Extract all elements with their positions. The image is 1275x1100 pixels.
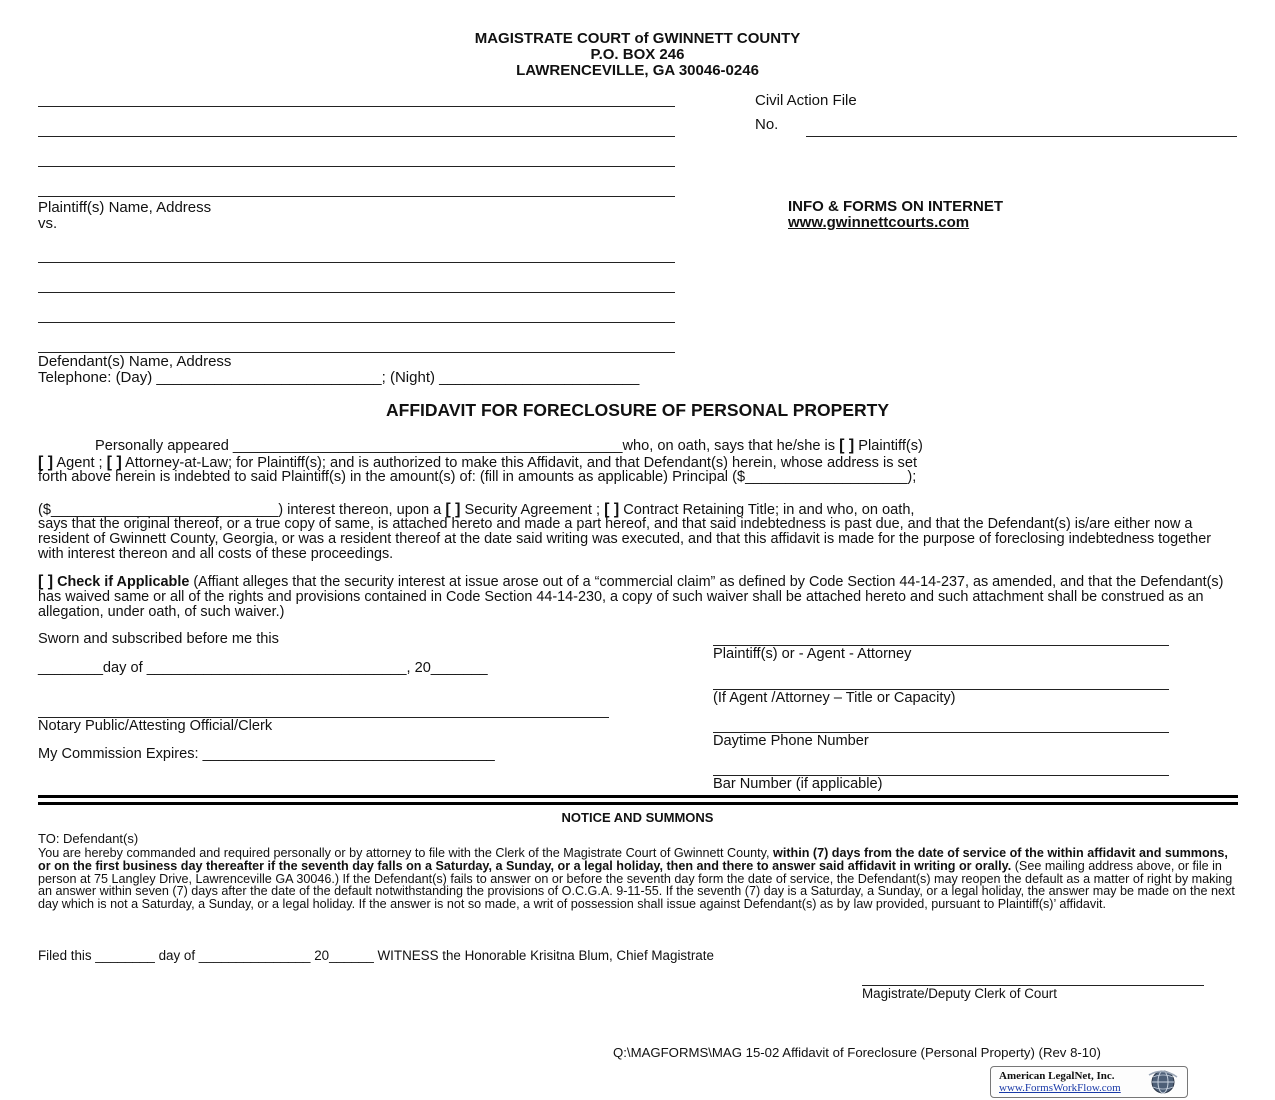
appeared-text: Personally appeared ________________________________________________who, on oath, says that he/she is	[95, 438, 836, 454]
file-no-label: No.	[755, 116, 779, 133]
vs-label: vs.	[38, 215, 58, 232]
notice-text-a: You are hereby commanded and required personally or by attorney to file with the Clerk of the Magistrate Court of Gwinnett County,	[38, 846, 770, 860]
commission-expires-field[interactable]: My Commission Expires: ____________________________________	[38, 746, 495, 762]
info-url-link[interactable]: www.gwinnettcourts.com	[788, 214, 970, 231]
telephone-fields[interactable]: Telephone: (Day) ___________________________; (Night) ________________________	[38, 369, 640, 386]
notary-label: Notary Public/Attesting Official/Clerk	[38, 718, 273, 734]
contract-retaining-title-checkbox[interactable]: [ ]	[604, 501, 620, 518]
affidavit-line-3[interactable]: forth above herein is indebted to said Plaintiff(s) in the amount(s) of: (fill in amounts as applicable) Principal ($____________________);	[38, 469, 917, 485]
agent-checkbox-label: Agent ;	[56, 455, 103, 471]
security-agreement-checkbox[interactable]: [ ]	[445, 501, 461, 518]
title-capacity-label: (If Agent /Attorney – Title or Capacity)	[713, 690, 956, 706]
affidavit-title: AFFIDAVIT FOR FORECLOSURE OF PERSONAL PROPERTY	[386, 400, 889, 420]
phone-label: Daytime Phone Number	[713, 733, 869, 749]
notice-heading: NOTICE AND SUMMONS	[561, 810, 714, 825]
notice-text-bold: within (7) days from the date of service of the within affidavit and summons, or on the first business day thereafter if the seventh day falls on a Saturday, a Sunday, or a legal holiday, then and there to answer said affidavit in writing or orally.	[38, 846, 1228, 873]
form-id: Q:\MAGFORMS\MAG 15-02 Affidavit of Foreclosure (Personal Property) (Rev 8-10)	[613, 1045, 1101, 1060]
affidavit-line-1	[95, 437, 923, 455]
defendant-line-2[interactable]	[38, 292, 675, 293]
filed-fields[interactable]: Filed this ________ day of _______________ 20______ WITNESS the Honorable Krisitna Blum, Chief Magistrate	[38, 948, 714, 963]
sworn-text: Sworn and subscribed before me this	[38, 631, 279, 647]
clerk-label: Magistrate/Deputy Clerk of Court	[862, 986, 1057, 1001]
plaintiff-line-3[interactable]	[38, 166, 675, 167]
info-title: INFO & FORMS ON INTERNET	[788, 198, 1003, 215]
plaintiff-line-2[interactable]	[38, 136, 675, 137]
sworn-date-fields[interactable]: ________day of ________________________________, 20_______	[38, 660, 488, 676]
agent-checkbox[interactable]: [ ]	[38, 454, 54, 471]
plaintiff-label: Plaintiff(s) Name, Address	[38, 199, 212, 216]
plaintiff-signature-label: Plaintiff(s) or - Agent - Attorney	[713, 646, 912, 662]
logo-name: American LegalNet, Inc.	[999, 1070, 1115, 1082]
civil-action-label: Civil Action File	[755, 92, 857, 109]
file-no-field[interactable]	[806, 136, 1237, 137]
defendant-line-3[interactable]	[38, 322, 675, 323]
court-box: P.O. BOX 246	[590, 46, 685, 63]
plaintiff-line-4[interactable]	[38, 196, 675, 197]
contract-retaining-title-label: Contract Retaining Title; in and who, on oath,	[623, 502, 915, 518]
security-agreement-label: Security Agreement ;	[464, 502, 601, 518]
defendant-label: Defendant(s) Name, Address	[38, 353, 232, 370]
defendant-line-1[interactable]	[38, 262, 675, 263]
notice-text-b: (See mailing address above, or file in person at 75 Langley Drive, Lawrenceville GA 30046.) If the Defendant(s) fails to answer on or before the seventh day form the date of service, the Defendant(s) may reopen the default as a matter of right by making an answer within seven (7) days after the date of the default notwithstanding the provisions of O.C.G.A. 9-11-55. If the seventh (7) day is a Saturday, a Sunday, or a legal holiday, the answer may be made on the next day which is not a Saturday, a Sunday, or a legal holiday. If the answer is not so made, a writ of possession shall issue against Defendant(s) as by law provided, pursuant to Plaintiff(s)’ affidavit.	[38, 858, 1235, 912]
plaintiff-checkbox-label: Plaintiff(s)	[858, 438, 923, 454]
notice-to: TO: Defendant(s)	[38, 831, 139, 846]
logo-url-link[interactable]: www.FormsWorkFlow.com	[999, 1082, 1121, 1094]
globe-icon	[1147, 1069, 1179, 1095]
section-divider-thin	[38, 802, 1238, 805]
bar-number-label: Bar Number (if applicable)	[713, 776, 883, 792]
section-divider	[38, 795, 1238, 798]
plaintiff-line-1[interactable]	[38, 106, 675, 107]
formsworkflow-logo[interactable]	[990, 1066, 1188, 1098]
check-if-applicable-checkbox[interactable]: [ ]	[38, 573, 54, 590]
affidavit-paragraph: says that the original thereof, or a true copy of same, is attached hereto and made a part hereof, and that said indebtedness is past due, and that the Defendant(s) is/are either now a resident of Gwinnett County, Georgia, or was a resident thereof at the date said writing was executed, and that this affidavit is made for the purpose of foreclosing indebtedness together with interest thereon and all costs of these proceedings.	[38, 516, 1211, 562]
interest-text[interactable]: ($____________________________) interest thereon, upon a	[38, 502, 442, 518]
check-if-applicable-text: (Affiant alleges that the security interest at issue arose out of a “commercial claim” as defined by Code Section 44-14-237, as amended, and that the Defendant(s) has waived same or all of the rights and provisions contained in Code Section 44-14-230, a copy of such waiver shall be attached hereto and such attachment shall be construed as an allegation, under oath, of such waiver.)	[38, 574, 1224, 620]
court-name: MAGISTRATE COURT of GWINNETT COUNTY	[474, 30, 801, 47]
check-if-applicable-label: Check if Applicable	[57, 574, 190, 590]
notice-text	[38, 847, 1238, 911]
court-city: LAWRENCEVILLE, GA 30046-0246	[516, 62, 759, 79]
plaintiff-checkbox[interactable]: [ ]	[839, 437, 855, 454]
check-if-applicable	[38, 574, 1238, 620]
attorney-checkbox-label: Attorney-at-Law; for Plaintiff(s); and is authorized to make this Affidavit, and that Defendant(s) herein, whose address is set	[125, 455, 918, 471]
attorney-checkbox[interactable]: [ ]	[106, 454, 122, 471]
